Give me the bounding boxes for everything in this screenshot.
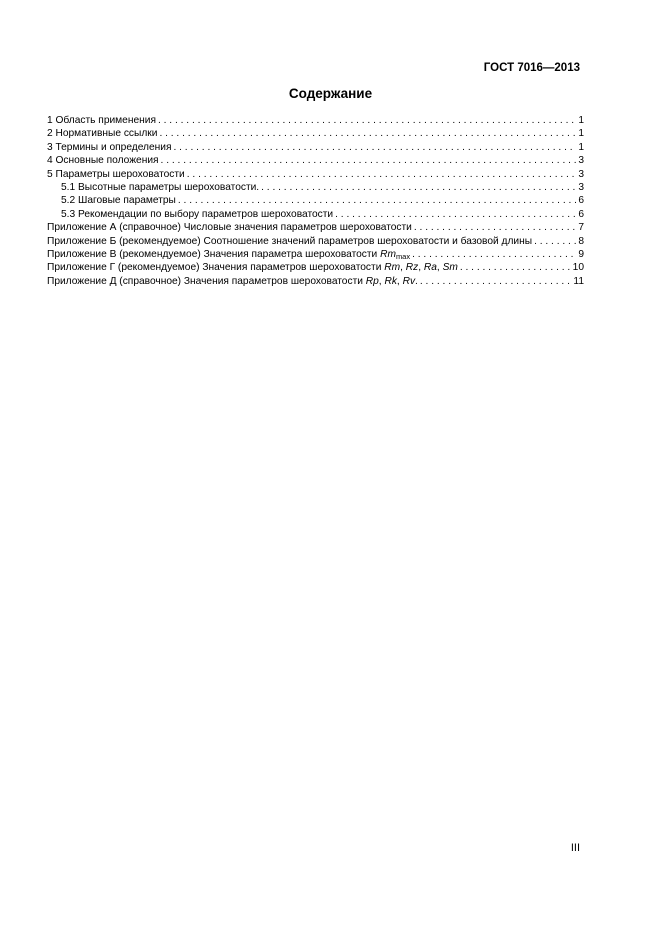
toc-entry-label: Приложение Д (справочное) Значения параметров шероховатости Rp, Rk, Rv.: [47, 275, 418, 287]
toc-entry[interactable]: [47, 141, 584, 154]
parameter-symbol: Sm: [442, 262, 458, 274]
toc-leader-dots: [187, 168, 577, 181]
toc-entry-label: 2 Нормативные ссылки: [47, 128, 158, 140]
toc-entry-page: 3: [578, 168, 584, 180]
toc-entry-page: 1: [578, 141, 584, 153]
toc-entry[interactable]: [47, 168, 584, 181]
toc-subentry[interactable]: [47, 181, 584, 194]
toc-leader-dots: [414, 221, 576, 234]
toc-leader-dots: [335, 208, 576, 221]
toc-entry-page: 6: [578, 208, 584, 220]
toc-entry[interactable]: [47, 154, 584, 167]
toc-leader-dots: [173, 141, 576, 154]
toc-entry-page: 3: [578, 181, 584, 193]
toc-entry-page: 3: [578, 155, 584, 167]
toc-entry-page: 11: [573, 275, 584, 287]
toc-entry-label: 5.1 Высотные параметры шероховатости.: [61, 181, 260, 193]
parameter-symbol: Rv: [402, 275, 416, 287]
toc-entry[interactable]: [47, 114, 584, 127]
toc-entry-label: [47, 248, 410, 261]
toc-entry-label: 3 Термины и определения: [47, 141, 172, 153]
parameter-subscript: max: [395, 251, 411, 261]
toc-title: Содержание: [288, 86, 373, 101]
toc-leader-dots: [261, 181, 576, 194]
toc-entry-page: 7: [578, 222, 584, 234]
parameter-symbol: Rm: [384, 262, 401, 274]
toc-entry-page: 1: [578, 128, 584, 140]
toc-entry-page: 6: [578, 195, 584, 207]
parameter-symbol: Rp: [365, 275, 379, 287]
toc-entry-label: 1 Область применения: [47, 115, 156, 126]
toc-leader-dots: [534, 235, 576, 248]
toc-entry-label: 5.2 Шаговые параметры: [61, 195, 176, 207]
table-of-contents: [47, 114, 584, 288]
toc-entry-page: 10: [572, 262, 584, 274]
toc-subentry[interactable]: [47, 208, 584, 221]
toc-entry[interactable]: [47, 127, 584, 140]
toc-entry-label: Приложение Г (рекомендуемое) Значения параметров шероховатости Rm, Rz, Ra, Sm: [47, 262, 458, 274]
toc-entry-page: 8: [578, 235, 584, 247]
toc-leader-dots: [412, 248, 576, 261]
document-number: ГОСТ 7016—2013: [483, 62, 580, 74]
toc-leader-dots: [178, 194, 576, 207]
toc-appendix-entry[interactable]: [47, 235, 584, 248]
toc-leader-dots: [161, 154, 577, 167]
toc-entry-label: 4 Основные положения: [47, 155, 159, 167]
toc-appendix-entry[interactable]: [47, 248, 584, 261]
parameter-symbol: Ra: [423, 262, 437, 274]
toc-label-text: Приложение Д (справочное) Значения параметров шероховатости: [47, 275, 366, 287]
toc-entry-page: 9: [578, 248, 584, 260]
toc-entry-label: 5 Параметры шероховатости: [47, 168, 185, 180]
toc-leader-dots: [460, 261, 571, 274]
toc-leader-dots: [158, 114, 576, 127]
toc-entry-label: Приложение Б (рекомендуемое) Соотношение значений параметров шероховатости и базовой длины: [47, 235, 533, 247]
toc-appendix-entry[interactable]: [47, 261, 584, 274]
toc-entry-page: 1: [578, 115, 584, 126]
page-number: III: [570, 842, 580, 854]
toc-subentry[interactable]: [47, 194, 584, 207]
toc-leader-dots: [420, 275, 572, 288]
parameter-symbol: Rz: [405, 262, 419, 274]
toc-entry-label: Приложение А (справочное) Числовые значения параметров шероховатости: [47, 222, 412, 234]
parameter-symbol: Rk: [384, 275, 397, 287]
toc-entry-label: 5.3 Рекомендации по выбору параметров шероховатости: [61, 208, 334, 220]
toc-leader-dots: [159, 127, 576, 140]
toc-label-text: Приложение В (рекомендуемое) Значения параметра шероховатости: [47, 248, 381, 260]
toc-label-text: Приложение Г (рекомендуемое) Значения параметров шероховатости: [47, 262, 385, 274]
toc-appendix-entry[interactable]: [47, 221, 584, 234]
toc-appendix-entry[interactable]: [47, 275, 584, 288]
parameter-symbol: Rm: [380, 248, 396, 260]
